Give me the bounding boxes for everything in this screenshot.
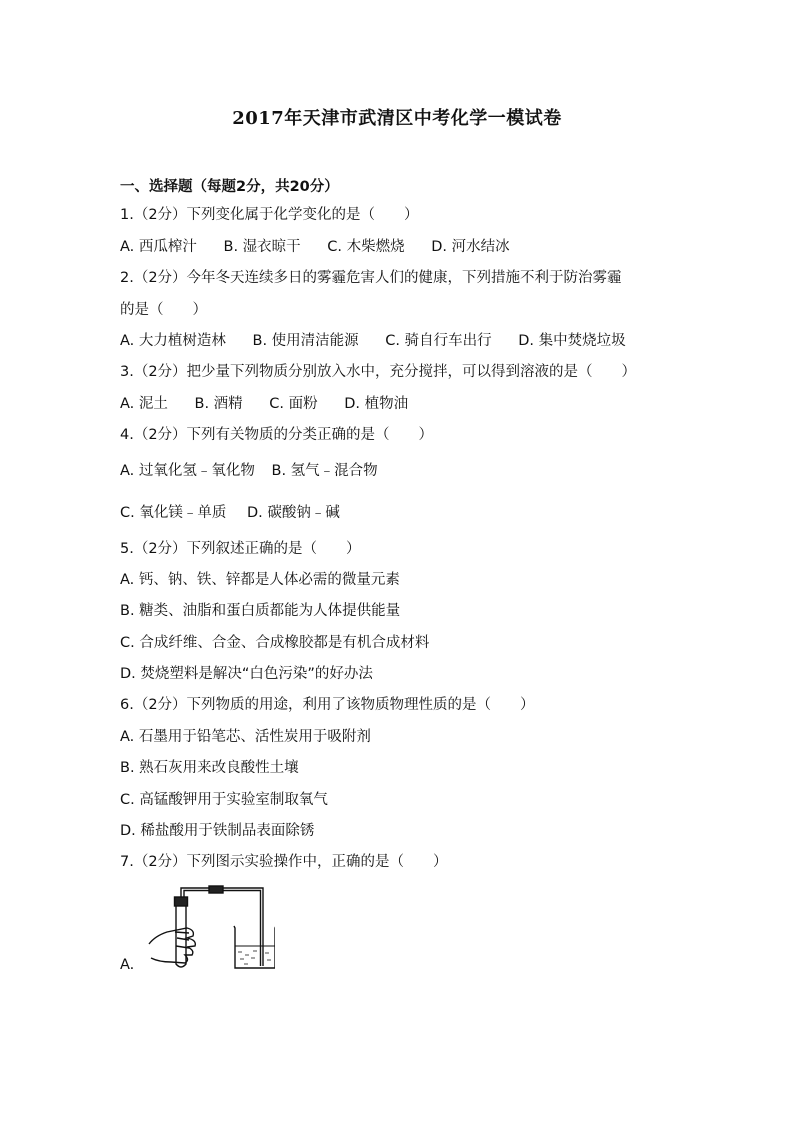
option-c: C. 氧化镁﹣单质: [120, 505, 227, 521]
question-2-stem-cont: 的是（ ）: [120, 302, 207, 318]
option-b: B. 使用清洁能源: [252, 333, 359, 349]
beaker: [234, 926, 275, 968]
option-b: B. 氢气﹣混合物: [271, 463, 378, 479]
question-6-option-b: B. 熟石灰用来改良酸性土壤: [120, 760, 299, 776]
question-5-option-b: B. 糖类、油脂和蛋白质都能为人体提供能量: [120, 603, 401, 619]
test-tube: [176, 904, 186, 967]
question-5-option-d: D. 焚烧塑料是解决“白色污染”的好办法: [120, 666, 373, 682]
question-2-options: [120, 331, 648, 351]
option-a: A. 大力植树造林: [120, 333, 226, 349]
airtightness-check-figure: [145, 880, 275, 972]
question-6-option-d: D. 稀盐酸用于铁制品表面除锈: [120, 823, 315, 839]
question-6-stem: 6.（2分）下列物质的用途，利用了该物质物理性质的是（ ）: [120, 697, 535, 713]
option-b: B. 酒精: [194, 396, 243, 412]
question-4-options-cd: [120, 503, 362, 523]
rubber-joint: [209, 886, 223, 893]
option-a: A. 泥土: [120, 396, 168, 412]
page-title: 2017年天津市武清区中考化学一模试卷: [232, 108, 562, 129]
question-6-option-c: C. 高锰酸钾用于实验室制取氧气: [120, 792, 328, 808]
section-heading: 一、选择题（每题2分，共20分）: [120, 179, 339, 195]
option-d: D. 碳酸钠﹣碱: [246, 505, 340, 521]
option-b: B. 湿衣晾干: [223, 239, 301, 255]
option-a: A. 西瓜榨汁: [120, 239, 197, 255]
question-7-stem: 7.（2分）下列图示实验操作中，正确的是（ ）: [120, 854, 448, 870]
question-6-option-a: A. 石墨用于铅笔芯、活性炭用于吸附剂: [120, 729, 371, 745]
question-3-options: [120, 394, 430, 414]
rubber-stopper: [175, 897, 188, 906]
question-7-option-a: A.: [120, 957, 135, 973]
option-d: D. 植物油: [344, 396, 409, 412]
question-3-stem: 3.（2分）把少量下列物质分别放入水中，充分搅拌，可以得到溶液的是（ ）: [120, 364, 637, 380]
glass-tube: [181, 888, 263, 966]
question-5-stem: 5.（2分）下列叙述正确的是（ ）: [120, 541, 361, 557]
option-c: C. 木柴燃烧: [327, 239, 405, 255]
option-c: C. 面粉: [269, 396, 318, 412]
option-c: C. 骑自行车出行: [385, 333, 492, 349]
question-1-stem: 1.（2分）下列变化属于化学变化的是（ ）: [120, 207, 419, 223]
question-5-option-c: C. 合成纤维、合金、合成橡胶都是有机合成材料: [120, 635, 430, 651]
question-1-options: [120, 237, 532, 257]
option-d: D. 河水结冰: [431, 239, 510, 255]
question-4-stem: 4.（2分）下列有关物质的分类正确的是（ ）: [120, 427, 434, 443]
option-a: A. 过氧化氢﹣氧化物: [120, 463, 255, 479]
question-2-stem: 2.（2分）今年冬天连续多日的雾霾危害人们的健康，下列措施不利于防治雾霾: [120, 270, 622, 286]
question-4-options-ab: [120, 461, 400, 481]
question-5-option-a: A. 钙、钠、铁、锌都是人体必需的微量元素: [120, 572, 400, 588]
option-d: D. 集中焚烧垃圾: [518, 333, 626, 349]
